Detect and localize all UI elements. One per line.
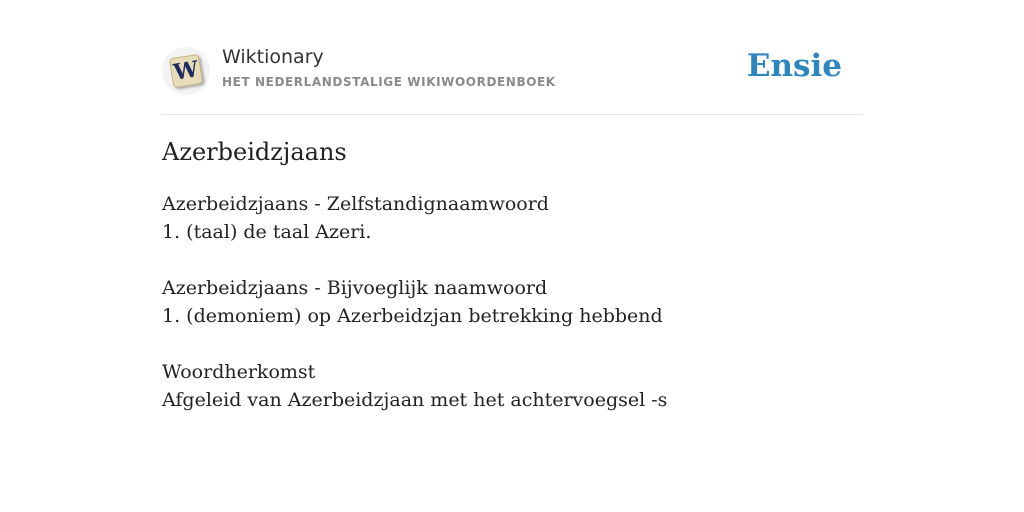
definition-section-adjective xyxy=(162,274,862,330)
page-title: Azerbeidzjaans xyxy=(162,138,347,166)
definition-section-noun xyxy=(162,190,862,246)
main-content xyxy=(162,136,862,442)
site-tagline: HET NEDERLANDSTALIGE WIKIWOORDENBOEK xyxy=(222,75,556,89)
section-heading: Woordherkomst xyxy=(162,361,316,383)
definition-content xyxy=(162,190,862,414)
wiktionary-logo-icon[interactable] xyxy=(162,47,210,95)
section-heading: Azerbeidzjaans - Bijvoeglijk naamwoord xyxy=(162,277,548,299)
site-header xyxy=(162,44,862,115)
definition-line: 1. (demoniem) op Azerbeidzjan betrekking hebbend xyxy=(162,305,663,327)
etymology-section xyxy=(162,358,862,414)
definition-line: 1. (taal) de taal Azeri. xyxy=(162,221,372,243)
ensie-brand-link[interactable]: Ensie xyxy=(746,48,842,84)
section-heading: Azerbeidzjaans - Zelfstandignaamwoord xyxy=(162,193,549,215)
etymology-line: Afgeleid van Azerbeidzjaan met het achtervoegsel -s xyxy=(162,389,668,411)
site-name[interactable]: Wiktionary xyxy=(222,46,324,68)
logo-tile-letter: W xyxy=(169,54,203,88)
